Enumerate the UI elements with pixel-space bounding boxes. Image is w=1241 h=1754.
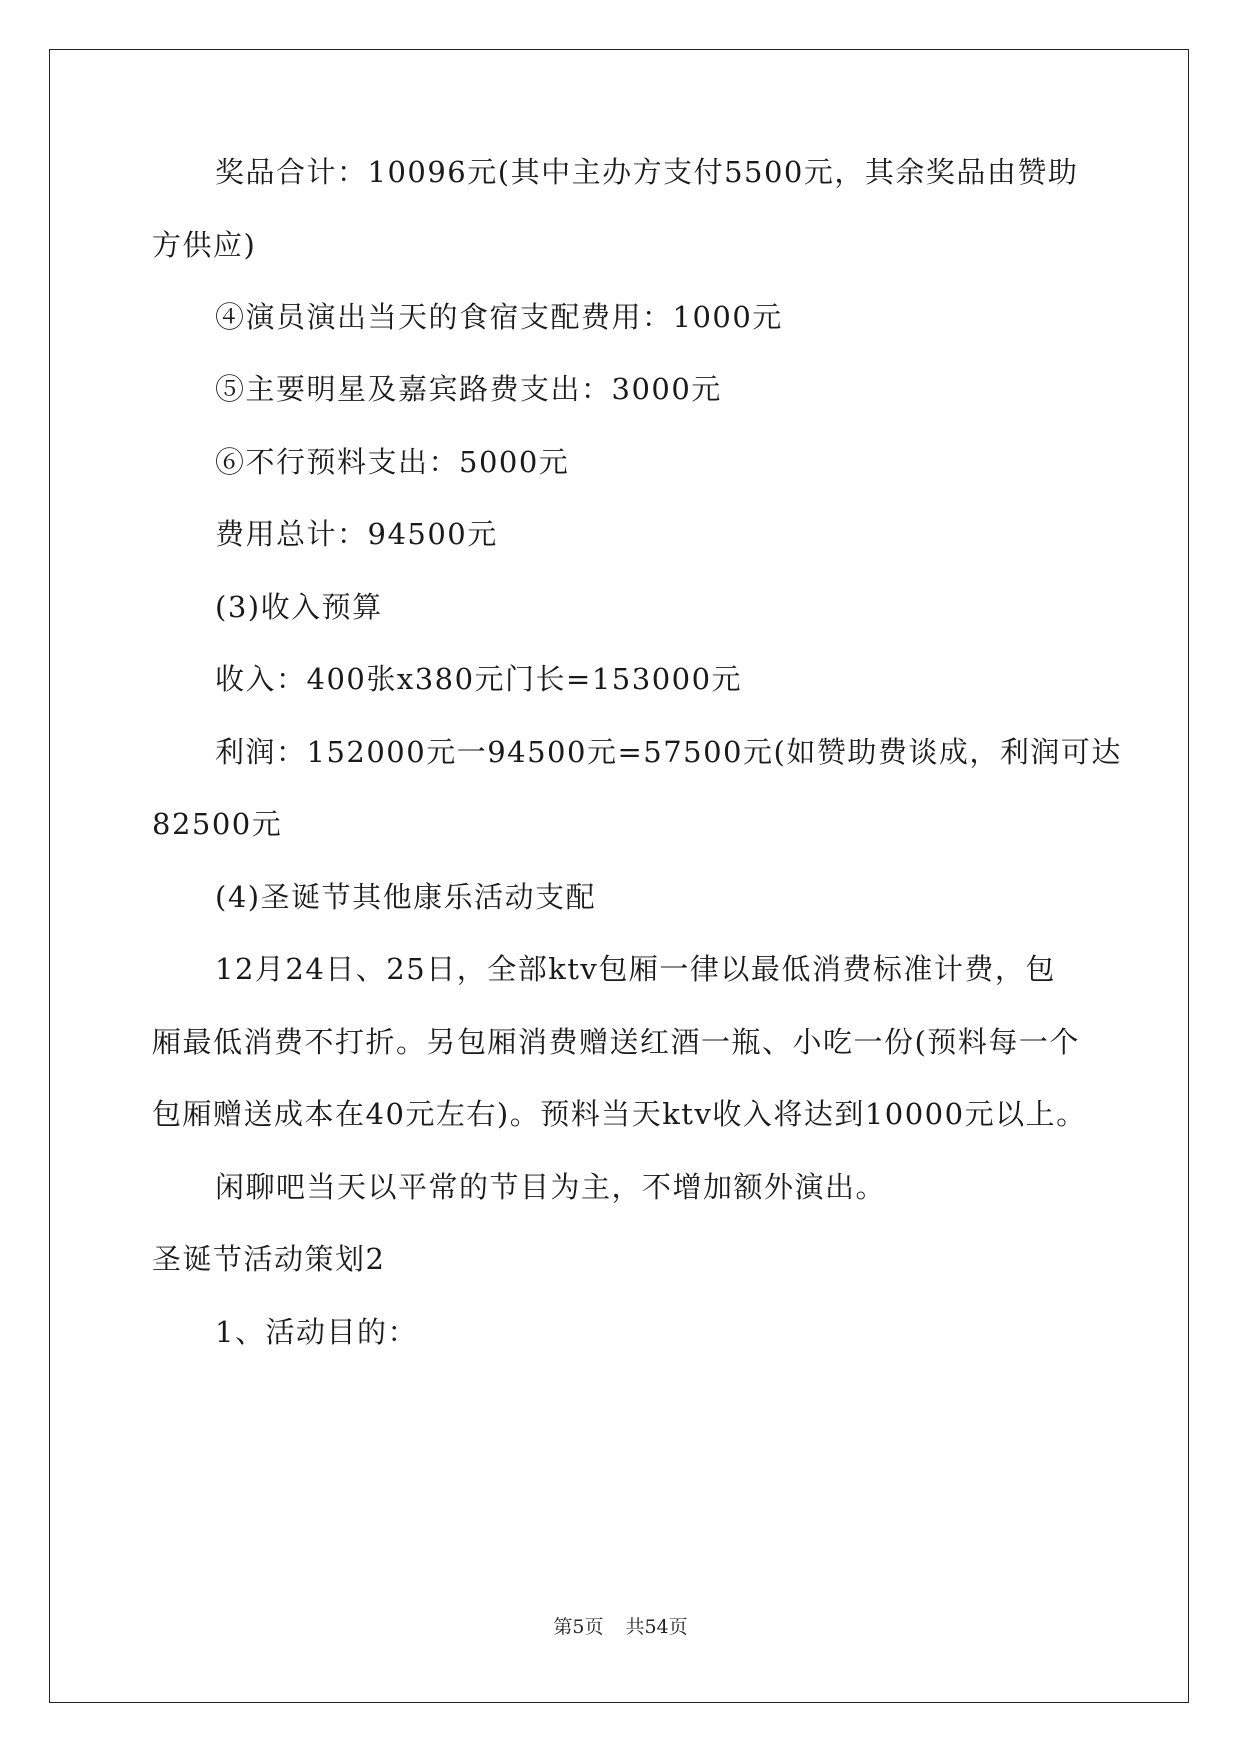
body-line: 包厢赠送成本在40元左右)。预料当天ktv收入将达到10000元以上。 — [152, 1097, 1087, 1131]
body-line: 1、活动目的： — [215, 1315, 418, 1349]
body-line: 收入：400张x380元门长=153000元 — [215, 662, 743, 696]
body-line: 12月24日、25日，全部ktv包厢一律以最低消费标准计费，包 — [215, 952, 1056, 986]
body-line: ⑥不行预料支出：5000元 — [215, 445, 570, 479]
body-line: (3)收入预算 — [215, 590, 383, 624]
body-line: ④演员演出当天的食宿支配费用：1000元 — [215, 300, 783, 334]
body-line: ⑤主要明星及嘉宾路费支出：3000元 — [215, 372, 722, 406]
body-line: 奖品合计：10096元(其中主办方支付5500元，其余奖品由赞助 — [215, 155, 1079, 189]
body-line: 利润：152000元一94500元=57500元(如赞助费谈成，利润可达 — [215, 735, 1122, 769]
page-total: 共54页 — [625, 1616, 688, 1638]
page-footer — [0, 1614, 1241, 1640]
body-line: 82500元 — [152, 807, 283, 841]
body-line: 方供应) — [152, 228, 257, 262]
body-line: 闲聊吧当天以平常的节目为主，不增加额外演出。 — [215, 1170, 887, 1204]
page-number: 第5页 — [553, 1616, 604, 1638]
body-line: 厢最低消费不打折。另包厢消费赠送红酒一瓶、小吃一份(预料每一个 — [152, 1025, 1080, 1059]
body-line: (4)圣诞节其他康乐活动支配 — [215, 880, 597, 914]
body-line: 费用总计：94500元 — [215, 517, 498, 551]
section-heading: 圣诞节活动策划2 — [152, 1242, 386, 1276]
